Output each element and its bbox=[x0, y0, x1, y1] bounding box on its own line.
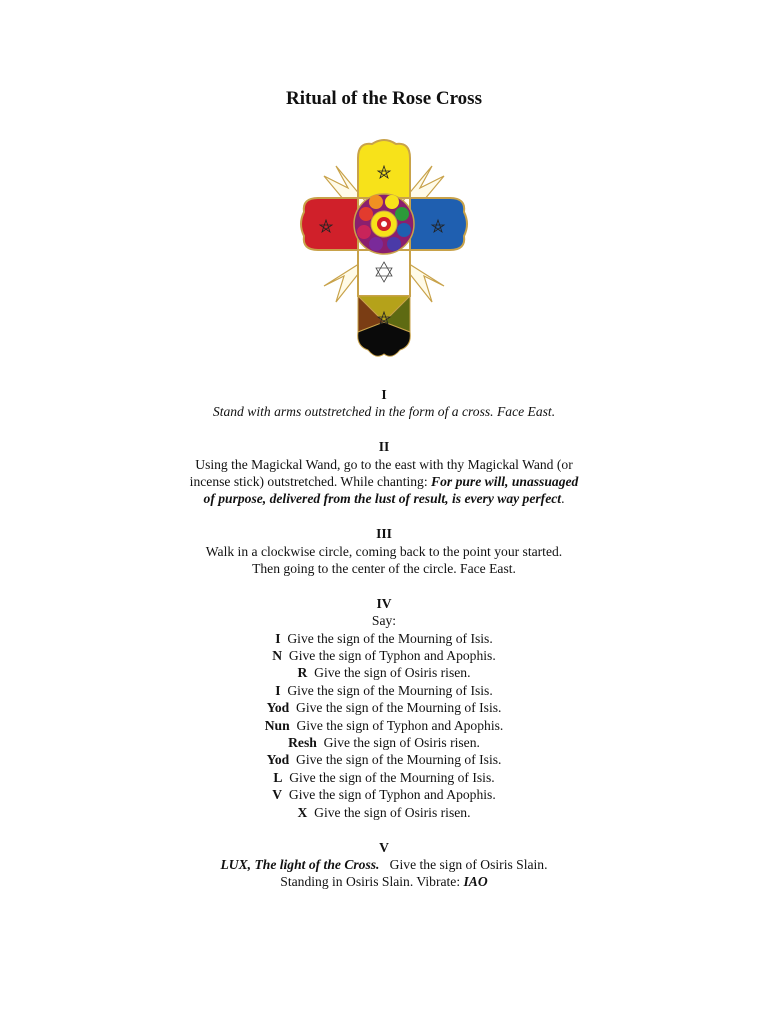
chant-text: of purpose, delivered from the lust of result, is every way perfect bbox=[203, 491, 562, 507]
list-item-key: N bbox=[272, 648, 283, 664]
section-3 bbox=[0, 525, 768, 577]
section-heading: II bbox=[378, 439, 390, 455]
list-item bbox=[0, 717, 768, 734]
list-item-text: Give the sign of Typhon and Apophis. bbox=[296, 717, 504, 733]
section-5 bbox=[0, 839, 768, 891]
list-item-key: X bbox=[297, 804, 308, 820]
cross-top-arm bbox=[358, 140, 410, 198]
plain-text: Standing in Osiris Slain. Vibrate: bbox=[280, 874, 464, 890]
list-item-text: Give the sign of the Mourning of Isis. bbox=[289, 769, 495, 785]
list-item bbox=[0, 699, 768, 716]
section-line: Using the Magickal Wand, go to the east with thy Magickal Wand (or bbox=[195, 456, 573, 472]
section-2 bbox=[0, 438, 768, 508]
section-line: Then going to the center of the circle. Face East. bbox=[252, 561, 516, 577]
cross-lower-arm-white bbox=[358, 250, 410, 296]
section-heading: III bbox=[376, 526, 392, 542]
cross-left-arm bbox=[301, 198, 358, 250]
page-title: Ritual of the Rose Cross bbox=[286, 88, 482, 109]
list-item-text: Give the sign of Osiris risen. bbox=[314, 665, 471, 681]
list-item bbox=[0, 664, 768, 681]
plain-text: incense stick) outstretched. While chanting: bbox=[189, 474, 432, 490]
section-heading: V bbox=[379, 839, 389, 855]
section-line: Walk in a clockwise circle, coming back to the point your started. bbox=[205, 543, 563, 559]
section-line bbox=[0, 473, 768, 490]
list-item-key: Yod bbox=[266, 700, 290, 716]
list-item bbox=[0, 647, 768, 664]
section-heading: I bbox=[381, 387, 387, 402]
rose-cross-emblem-icon bbox=[296, 136, 472, 360]
section-1 bbox=[0, 386, 768, 421]
chant-text: For pure will, unassuaged bbox=[431, 474, 579, 490]
list-item-text: Give the sign of Osiris risen. bbox=[314, 804, 471, 820]
list-item-key: I bbox=[275, 630, 281, 646]
plain-text: Give the sign of Osiris Slain. bbox=[389, 856, 548, 872]
list-item bbox=[0, 786, 768, 803]
list-item bbox=[0, 682, 768, 699]
section-line bbox=[0, 490, 768, 507]
list-item-key: V bbox=[272, 787, 283, 803]
list-item-text: Give the sign of Typhon and Apophis. bbox=[288, 648, 496, 664]
list-item-text: Give the sign of Osiris risen. bbox=[323, 735, 480, 751]
section-line bbox=[0, 856, 768, 873]
ritual-body bbox=[0, 386, 768, 908]
section-heading: IV bbox=[376, 595, 392, 611]
list-item-text: Give the sign of Typhon and Apophis. bbox=[288, 787, 496, 803]
list-item bbox=[0, 804, 768, 821]
list-item-key: L bbox=[273, 769, 283, 785]
punctuation: . bbox=[561, 491, 565, 507]
list-item-key: Nun bbox=[264, 717, 290, 733]
section-text: Stand with arms outstretched in the form of a cross. Face East. bbox=[212, 404, 556, 420]
list-item-text: Give the sign of the Mourning of Isis. bbox=[296, 752, 502, 768]
section-4 bbox=[0, 595, 768, 821]
cross-right-arm bbox=[410, 198, 467, 250]
list-item-text: Give the sign of the Mourning of Isis. bbox=[296, 700, 502, 716]
section-line bbox=[0, 873, 768, 890]
list-item-key: Yod bbox=[266, 752, 290, 768]
list-item bbox=[0, 751, 768, 768]
list-item bbox=[0, 769, 768, 786]
list-item-key: Resh bbox=[288, 735, 317, 751]
say-label: Say: bbox=[371, 613, 397, 629]
list-item-key: R bbox=[297, 665, 308, 681]
list-item-text: Give the sign of the Mourning of Isis. bbox=[287, 630, 493, 646]
vibrate-word: IAO bbox=[463, 874, 488, 890]
list-item-text: Give the sign of the Mourning of Isis. bbox=[287, 682, 493, 698]
cross-lower-arm-quartered bbox=[358, 296, 411, 356]
list-item bbox=[0, 630, 768, 647]
emphasis-text: LUX, The light of the Cross. bbox=[220, 856, 380, 872]
list-item-key: I bbox=[275, 682, 281, 698]
central-rose-icon bbox=[354, 194, 414, 254]
list-item bbox=[0, 734, 768, 751]
